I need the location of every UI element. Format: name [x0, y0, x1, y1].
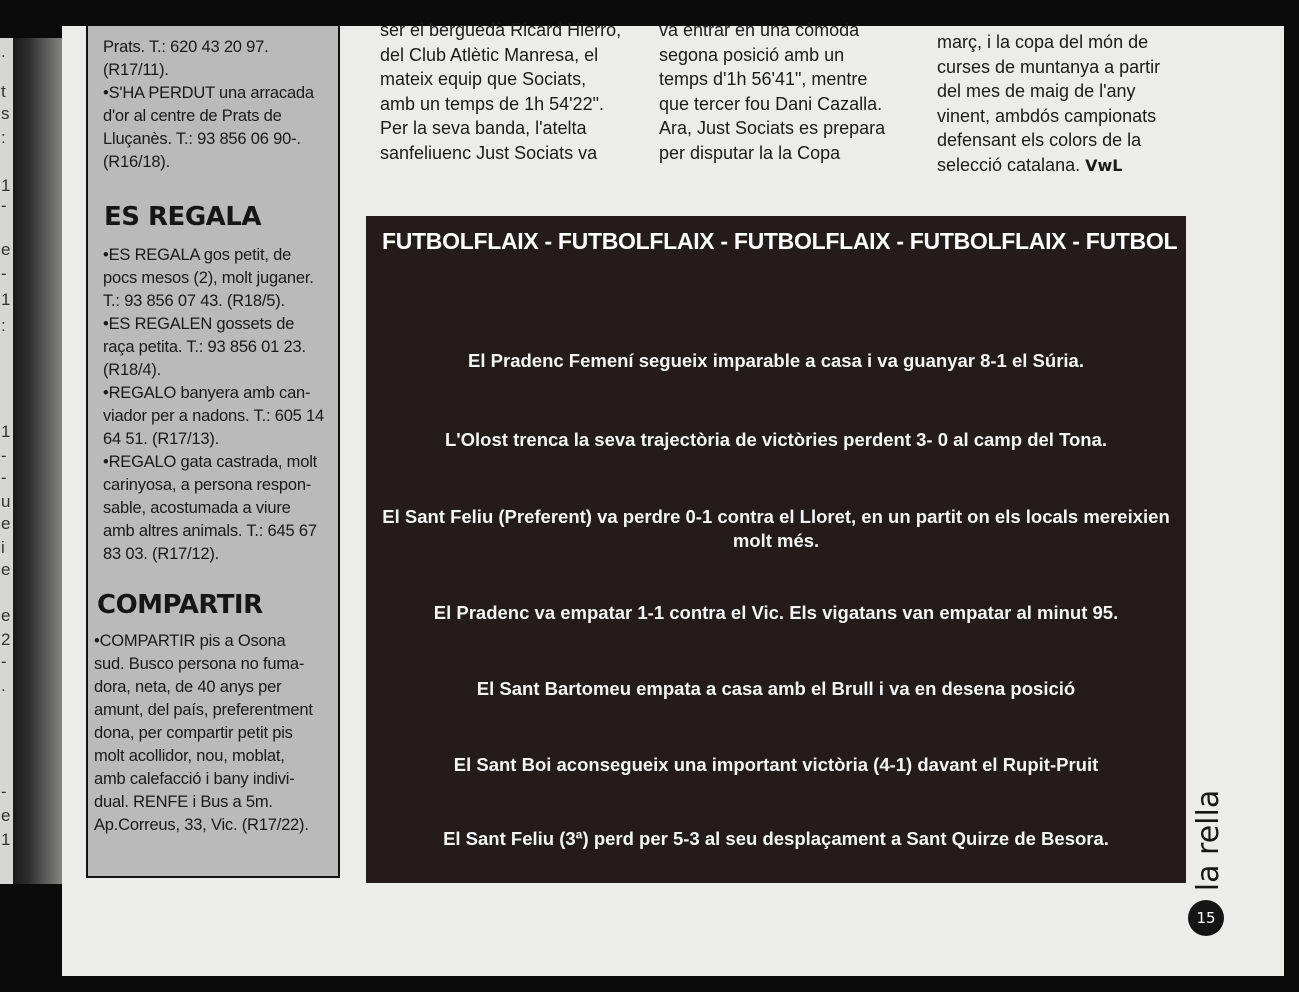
article-column-2: va entrar en una còmoda segona posició amb un temps d'1h 56'41", mentre que tercer fou Dani Cazalla. Ara, Just Sociats es prepara per disputar la la Copa [659, 20, 886, 163]
futbolflaix-banner: FUTBOLFLAIX - FUTBOLFLAIX - FUTBOLFLAIX - FUTBOLFLAIX - FUTBOL [382, 228, 1178, 254]
left-page-fragment-char: 1 [1, 176, 11, 195]
news-item: El Pradenc va empatar 1-1 contra el Vic. Els vigatans van empatar al minut 95. [433, 602, 1119, 623]
left-page-fragment-char: e [1, 240, 11, 259]
page-number: 15 [1196, 909, 1216, 927]
article-column-1: ser el berguedà Ricard Hierro, del Club Atlètic Manresa, el mateix equip que Sociats, amb un temps de 1h 54'22". Per la seva banda, l'atelta sanfeliuenc Just Sociats va [380, 20, 622, 163]
left-page-fragment-char: : [1, 316, 6, 335]
news-item: L'Olost trenca la seva trajectòria de victòries perdent 3- 0 al camp del Tona. [444, 429, 1108, 450]
magazine-name: la rella [1191, 789, 1227, 891]
left-page-fragment-char: 2 [1, 630, 11, 649]
compartir-section [94, 630, 338, 837]
left-page-fragment-char: s [1, 104, 10, 123]
compartir-body: •COMPARTIR pis a Osona sud. Busco persona no fuma- dora, neta, de 40 anys per amunt, del país, preferentment dona, per compartir petit pis molt acollidor, nou, moblat, amb calefacció i bany indivi- dual. RENFE i Bus a 5m. Ap.Correus, 33, Vic. (R17/22). [94, 632, 313, 834]
left-facing-page [0, 38, 13, 884]
left-page-fragment-char: - [1, 468, 7, 487]
left-page-fragment-char: e [1, 514, 11, 533]
page-number-badge [1188, 900, 1224, 936]
left-page-fragment-char: - [1, 196, 7, 215]
compartir-heading: COMPARTIR [97, 590, 263, 620]
left-page-fragment-char: . [1, 676, 6, 695]
left-page-fragment-char: - [1, 782, 7, 801]
news-item: El Sant Feliu (Preferent) va perdre 0-1 contra el Lloret, en un partit on els locals mereixien molt més. [382, 506, 1170, 551]
left-page-fragment-char: e [1, 806, 11, 825]
left-page-fragment-char: t [1, 82, 6, 101]
left-page-fragment-char: 1 [1, 830, 11, 849]
left-page-fragment-char: e [1, 560, 11, 579]
left-page-fragment-char: . [1, 42, 6, 61]
left-page-fragment-char: u [1, 492, 11, 511]
left-page-fragment-char: 1 [1, 422, 11, 441]
author-signature: VwL [1085, 155, 1123, 175]
news-item: El Sant Bartomeu empata a casa amb el Brull i va en desena posició [476, 678, 1076, 699]
book-gutter [13, 38, 65, 884]
futbolflaix-box [366, 216, 1186, 883]
news-item: El Sant Boi aconsegueix una important victòria (4-1) davant el Rupit-Pruit [453, 754, 1099, 775]
classified-lost-item [103, 36, 339, 174]
article-column-3-text: març, i la copa del món de curses de muntanya a partir del mes de maig de l'any vinent, ambdós campionats defensant els colors de la selecció catalana. [937, 32, 1161, 175]
magazine-name-label [1184, 790, 1234, 890]
news-item: El Pradenc Femení segueix imparable a casa i va guanyar 8-1 el Súria. [468, 350, 1084, 371]
es-regala-heading: ES REGALA [104, 202, 261, 232]
left-page-fragment-char: e [1, 606, 11, 625]
article-column-3 [937, 30, 1187, 178]
left-page-fragment-char: - [1, 264, 7, 283]
left-page-fragment-char: i [1, 538, 5, 557]
left-page-fragment-char: 1 [1, 290, 11, 309]
left-page-fragment-char: - [1, 652, 7, 671]
left-page-fragment-char: : [1, 128, 6, 147]
left-page-fragment-char: - [1, 446, 7, 465]
classified-top-fragment: Prats. T.: 620 43 20 97. (R17/11). •S'HA PERDUT una arracada d'or al centre de Prats de Lluçanès. T.: 93 856 06 90-. (R16/18). [103, 38, 314, 171]
news-item: El Sant Feliu (3ª) perd per 5-3 al seu desplaçament a Sant Quirze de Besora. [443, 828, 1109, 849]
es-regala-section [103, 244, 341, 566]
es-regala-body: •ES REGALA gos petit, de pocs mesos (2), molt juganer. T.: 93 856 07 43. (R18/5). •ES REGALEN gossets de raça petita. T.: 93 856 01 23. (R18/4). •REGALO banyera amb can- viador per a nadons. T.: 605 14 64 51. (R17/13). •REGALO gata castrada, molt carinyosa, a persona respon- sable, acostumada a viure amb altres animals. T.: 645 67 83 03. (R17/12). [103, 246, 324, 563]
